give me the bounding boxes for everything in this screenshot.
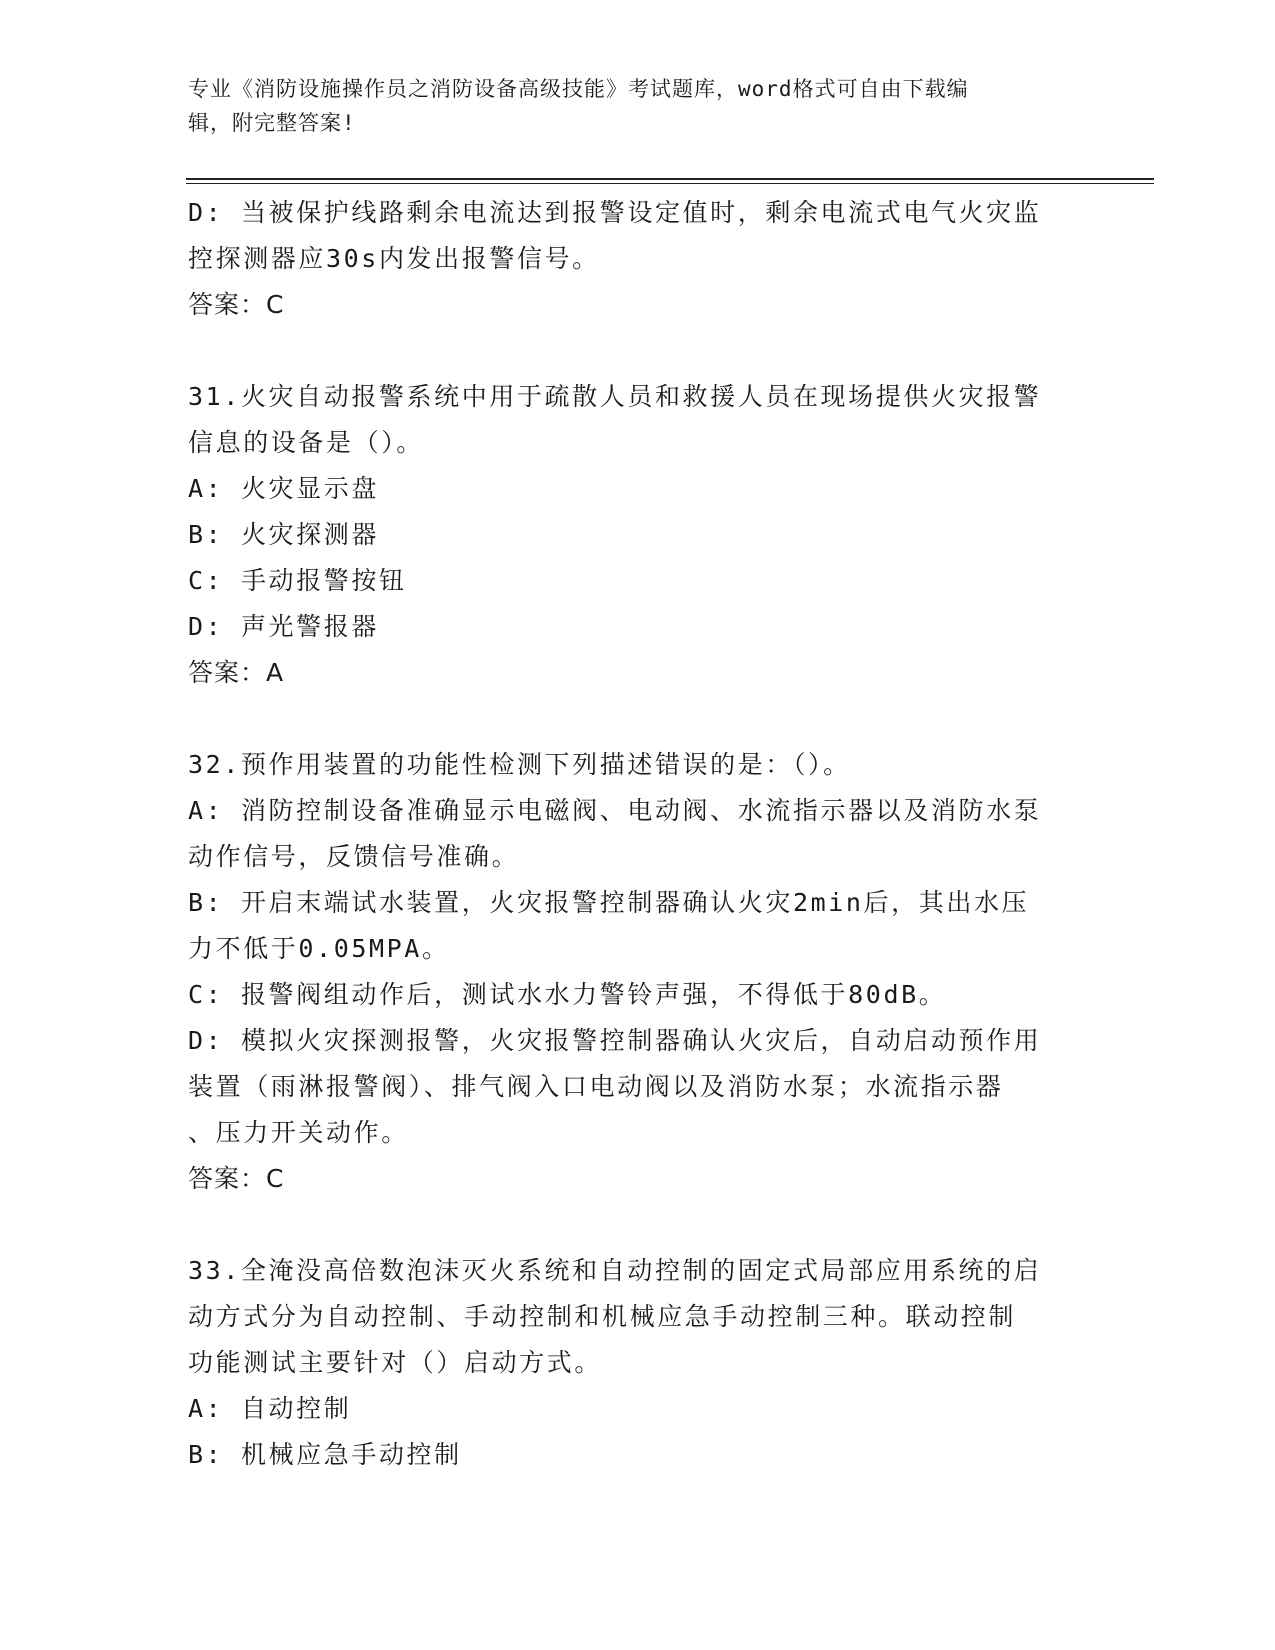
question-31-option-a: A: 火灾显示盘	[188, 474, 379, 503]
question-32-option-c: C: 报警阀组动作后，测试水水力警铃声强，不得低于80dB。	[188, 980, 947, 1009]
header-divider-thick	[186, 178, 1154, 180]
answer-label: 答案：C	[188, 290, 285, 319]
question-32-answer: 答案：C	[188, 1164, 285, 1193]
question-31-option-b: B: 火灾探测器	[188, 520, 379, 549]
question-33-option-b: B: 机械应急手动控制	[188, 1440, 462, 1469]
question-32-option-d-line-3: 、压力开关动作。	[188, 1118, 409, 1147]
question-31	[188, 374, 1088, 696]
question-31-option-d: D: 声光警报器	[188, 612, 379, 641]
question-33-option-a: A: 自动控制	[188, 1394, 352, 1423]
question-32-option-a-line-1: A: 消防控制设备准确显示电磁阀、电动阀、水流指示器以及消防水泵	[188, 796, 1042, 825]
question-32-option-a-line-2: 动作信号，反馈信号准确。	[188, 842, 520, 871]
question-31-answer: 答案：A	[188, 658, 285, 687]
question-32-option-d-line-2: 装置（雨淋报警阀）、排气阀入口电动阀以及消防水泵；水流指示器	[188, 1072, 1004, 1101]
question-31-line-2: 信息的设备是（）。	[188, 428, 424, 457]
prev-question	[188, 190, 1088, 328]
question-33-line-1: 33.全淹没高倍数泡沫灭火系统和自动控制的固定式局部应用系统的启	[188, 1256, 1042, 1285]
question-31-option-c: C: 手动报警按钮	[188, 566, 407, 595]
option-d-line-2: 控探测器应30s内发出报警信号。	[188, 244, 600, 273]
question-32-option-d-line-1: D: 模拟火灾探测报警，火灾报警控制器确认火灾后，自动启动预作用	[188, 1026, 1042, 1055]
question-32-line-1: 32.预作用装置的功能性检测下列描述错误的是：（）。	[188, 750, 851, 779]
question-31-line-1: 31.火灾自动报警系统中用于疏散人员和救援人员在现场提供火灾报警	[188, 382, 1042, 411]
option-d-line-1: D: 当被保护线路剩余电流达到报警设定值时，剩余电流式电气火灾监	[188, 198, 1042, 227]
question-33	[188, 1248, 1088, 1478]
question-32-option-b-line-1: B: 开启末端试水装置，火灾报警控制器确认火灾2min后，其出水压	[188, 888, 1030, 917]
header-line-1: 专业《消防设施操作员之消防设备高级技能》考试题库，word格式可自由下载编	[188, 77, 969, 101]
question-33-line-3: 功能测试主要针对（）启动方式。	[188, 1348, 603, 1377]
question-content	[188, 190, 1088, 1478]
question-33-line-2: 动方式分为自动控制、手动控制和机械应急手动控制三种。联动控制	[188, 1302, 1017, 1331]
question-32-option-b-line-2: 力不低于0.05MPA。	[188, 934, 450, 963]
header-divider-thin	[186, 183, 1154, 184]
document-header	[188, 72, 1068, 140]
header-line-2: 辑，附完整答案!	[188, 111, 356, 135]
question-32	[188, 742, 1088, 1202]
